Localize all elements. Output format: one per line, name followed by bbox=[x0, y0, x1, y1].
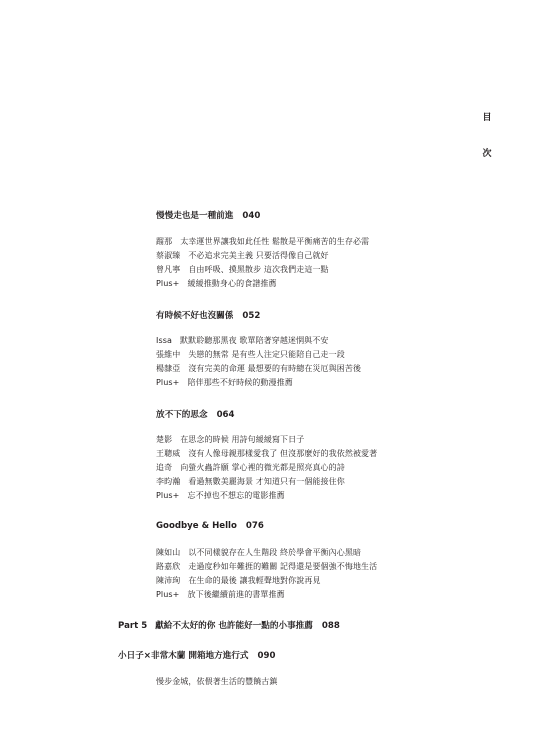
entry-text: 沒有人像母親那樣愛我了 但沒那麼好的我依然被愛著 bbox=[188, 449, 378, 458]
author-name: 楊隸亞 bbox=[156, 364, 181, 373]
feature-title-text: 小日子×非常木蘭 開箱地方進行式 bbox=[118, 651, 249, 661]
entry-text: 自由呼吸、摸黑散步 這次我們走這一點 bbox=[188, 265, 329, 274]
section-title-text: 慢慢走也是一種前進 bbox=[156, 211, 234, 221]
list-item bbox=[156, 461, 345, 475]
section-title bbox=[156, 521, 264, 531]
author-name: 曾凡寧 bbox=[156, 265, 181, 274]
list-item bbox=[156, 235, 369, 249]
entry-text: 忘不掉也不想忘的電影推薦 bbox=[187, 491, 285, 500]
author-name: 楚影 bbox=[156, 435, 173, 444]
entry-text: 陪伴那些不好時候的動漫推薦 bbox=[187, 378, 293, 387]
author-name: 李昀瀚 bbox=[156, 477, 181, 486]
section-title-text: 有時候不好也沒關係 bbox=[156, 311, 234, 321]
author-name: 路嘉欣 bbox=[156, 562, 181, 571]
entry-text: 走過度秒如年難捱的難關 記得還是要個強不悔地生活 bbox=[188, 562, 378, 571]
section-page-number: 076 bbox=[245, 521, 264, 531]
list-item bbox=[156, 433, 304, 447]
section-title bbox=[156, 309, 260, 321]
entry-text: 以不同樣貌存在人生階段 終於學會平衡內心黑暗 bbox=[188, 548, 362, 557]
entry-text: 慢步金城，依偎著生活的豐饒古鎮 bbox=[156, 677, 278, 686]
list-item bbox=[156, 588, 285, 602]
author-name: 陳如山 bbox=[156, 548, 181, 557]
entry-text: 失戀的無常 是有些人注定只能陪自己走一段 bbox=[188, 350, 345, 359]
entry-text: 在思念的時候 用詩句緩緩寫下日子 bbox=[180, 435, 305, 444]
section-page-number: 064 bbox=[216, 410, 235, 420]
part-label: Part 5 bbox=[118, 621, 148, 631]
list-item bbox=[156, 348, 345, 362]
author-name: Issa bbox=[156, 336, 172, 345]
part-title bbox=[118, 619, 340, 631]
entry-text: 看過無數美麗海景 才知道只有一個能接住你 bbox=[188, 477, 345, 486]
author-name: 追奇 bbox=[156, 463, 173, 472]
list-item bbox=[156, 263, 329, 277]
author-name: 蹓那 bbox=[156, 237, 173, 246]
section-title bbox=[156, 408, 235, 420]
plus-label: Plus+ bbox=[156, 279, 180, 288]
plus-label: Plus+ bbox=[156, 491, 180, 500]
toc-heading-char-2: 次 bbox=[482, 149, 492, 159]
list-item bbox=[156, 277, 277, 291]
entry-text: 向螢火蟲許願 掌心裡的微光都是照亮真心的詩 bbox=[180, 463, 345, 472]
section-page-number: 052 bbox=[242, 311, 261, 321]
plus-label: Plus+ bbox=[156, 378, 180, 387]
section-title-text: Goodbye & Hello bbox=[156, 521, 237, 531]
entry-text: 放下後繼續前進的書單推薦 bbox=[187, 590, 285, 599]
toc-heading-char-1: 目 bbox=[482, 113, 492, 123]
list-item bbox=[156, 334, 328, 348]
entry-text: 太幸運世界讓我如此任性 鬆散是平衡痛苦的生存必需 bbox=[180, 237, 370, 246]
author-name: 王聰威 bbox=[156, 449, 181, 458]
author-name: 蔡淑臻 bbox=[156, 251, 181, 260]
entry-text: 默默聆聽那黑夜 歌單陪著穿越迷惘與不安 bbox=[180, 336, 329, 345]
feature-title bbox=[118, 649, 275, 661]
feature-page-number: 090 bbox=[257, 651, 276, 661]
list-item bbox=[156, 475, 345, 489]
section-title-text: 放不下的思念 bbox=[156, 410, 208, 420]
list-item bbox=[156, 675, 278, 689]
part-title-text: 獻給不太好的你 也許能好一點的小事推薦 bbox=[155, 621, 313, 631]
list-item bbox=[156, 249, 329, 263]
author-name: 陳沛珣 bbox=[156, 576, 181, 585]
list-item bbox=[156, 489, 285, 503]
entry-text: 不必追求完美主義 只要活得像自己就好 bbox=[188, 251, 329, 260]
list-item bbox=[156, 560, 377, 574]
author-name: 張維中 bbox=[156, 350, 181, 359]
list-item bbox=[156, 447, 377, 461]
list-item bbox=[156, 574, 321, 588]
section-title bbox=[156, 209, 260, 221]
list-item bbox=[156, 376, 293, 390]
entry-text: 緩緩推動身心的食譜推薦 bbox=[187, 279, 277, 288]
section-page-number: 040 bbox=[242, 211, 261, 221]
plus-label: Plus+ bbox=[156, 590, 180, 599]
list-item bbox=[156, 546, 361, 560]
entry-text: 沒有完美的命運 最想要的有時總在災厄與困苦後 bbox=[188, 364, 362, 373]
entry-text: 在生命的最後 讓我輕聲地對你說再見 bbox=[188, 576, 321, 585]
list-item bbox=[156, 362, 361, 376]
part-page-number: 088 bbox=[321, 621, 340, 631]
